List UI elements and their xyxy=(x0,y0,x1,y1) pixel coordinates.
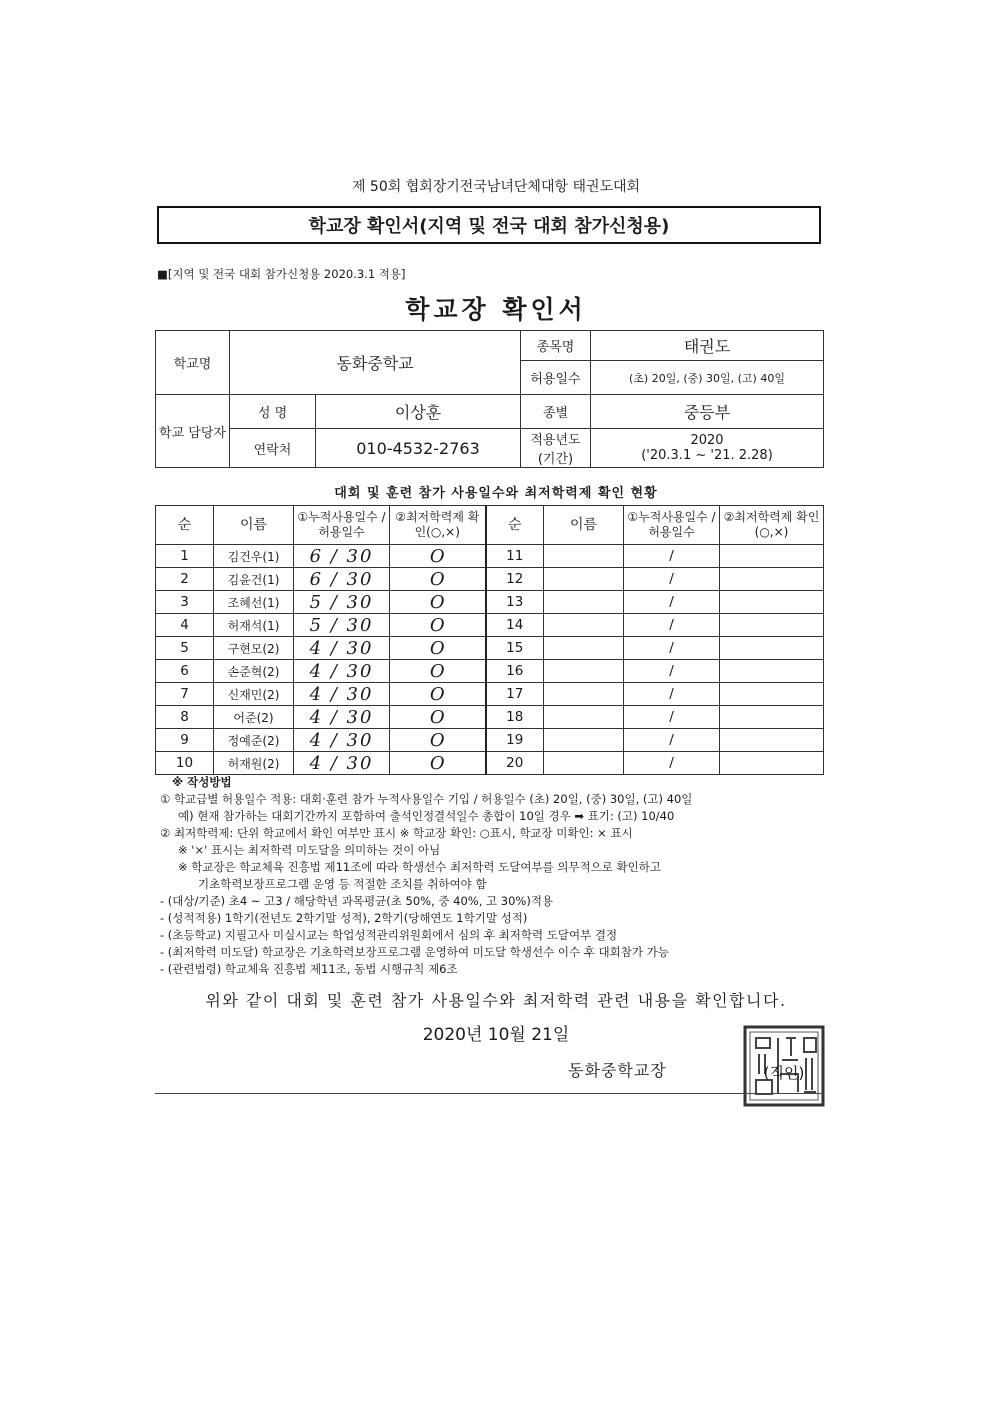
name-label: 성 명 xyxy=(230,395,316,429)
row-days: 4 / 30 xyxy=(294,683,390,706)
staff-name: 이상훈 xyxy=(316,395,521,429)
instruction-1: ① 학교급별 허용일수 적용: 대회·훈련 참가 누적사용일수 기입 / 허용일수 (초) 20일, (중) 30일, (고) 40일 xyxy=(160,792,693,806)
row-name xyxy=(544,545,624,568)
row-check: O xyxy=(390,683,486,706)
row-days: 4 / 30 xyxy=(294,706,390,729)
row-name xyxy=(544,729,624,752)
row-no: 11 xyxy=(486,545,544,568)
row-no: 18 xyxy=(486,706,544,729)
row-check xyxy=(720,752,824,775)
table-row xyxy=(156,752,824,775)
seal-label: (직인) xyxy=(763,1064,805,1082)
row-days: 5 / 30 xyxy=(294,591,390,614)
staff-label: 학교 담당자 xyxy=(156,395,230,468)
row-name xyxy=(544,706,624,729)
row-days: / xyxy=(624,591,720,614)
detail-grades: - (성적적용) 1학기(전년도 2학기말 성적), 2학기(당해연도 1학기말 성적) xyxy=(160,911,528,925)
period-year: 2020 xyxy=(690,433,724,448)
row-no: 15 xyxy=(486,637,544,660)
document-title: 학교장 확인서(지역 및 전국 대회 참가신청용) xyxy=(308,216,670,237)
row-no: 17 xyxy=(486,683,544,706)
row-days: / xyxy=(624,545,720,568)
row-no: 3 xyxy=(156,591,214,614)
row-no: 14 xyxy=(486,614,544,637)
status-table xyxy=(155,505,824,775)
row-check xyxy=(720,660,824,683)
row-days: 6 / 30 xyxy=(294,568,390,591)
row-name: 구현모(2) xyxy=(214,637,294,660)
row-check: O xyxy=(390,752,486,775)
row-days: / xyxy=(624,660,720,683)
period-value xyxy=(591,429,824,468)
row-no: 4 xyxy=(156,614,214,637)
row-name xyxy=(544,568,624,591)
instructions-title: ※ 작성방법 xyxy=(172,775,232,789)
table-row xyxy=(156,545,824,568)
event-title: 제 50회 협회장기전국남녀단체대항 태권도대회 xyxy=(351,179,641,195)
instruction-2-note-a: ※ '×' 표시는 최저학력 미도달을 의미하는 것이 아님 xyxy=(178,843,441,857)
instruction-2-note-c: 기초학력보장프로그램 운영 등 적절한 조치를 취하여야 함 xyxy=(198,877,487,891)
document-title-box xyxy=(157,206,821,244)
row-days: 4 / 30 xyxy=(294,729,390,752)
row-days: 4 / 30 xyxy=(294,660,390,683)
row-name xyxy=(544,752,624,775)
row-check: O xyxy=(390,660,486,683)
instruction-2: ② 최저학력제: 단위 학교에서 확인 여부만 표시 ※ 학교장 확인: ○표시, 학교장 미확인: × 표시 xyxy=(160,826,633,840)
status-heading: 대회 및 훈련 참가 사용일수와 최저학력제 확인 현황 xyxy=(334,486,658,501)
row-check: O xyxy=(390,729,486,752)
table-row xyxy=(156,706,824,729)
table-row xyxy=(156,660,824,683)
allowed-days-label: 허용일수 xyxy=(521,361,591,395)
bottom-divider xyxy=(155,1093,823,1094)
row-days: 4 / 30 xyxy=(294,637,390,660)
detail-target: - (대상/기준) 초4 ~ 고3 / 해당학년 과목평균(초 50%, 중 40%, 고 30%)적용 xyxy=(160,894,554,908)
table-row xyxy=(156,568,824,591)
col-header-name: 이름 xyxy=(544,506,624,545)
col-header-no: 순 xyxy=(156,506,214,545)
table-row xyxy=(156,683,824,706)
row-name: 김건우(1) xyxy=(214,545,294,568)
row-check xyxy=(720,591,824,614)
official-seal xyxy=(742,1024,826,1108)
contact-label: 연락처 xyxy=(230,429,316,468)
row-no: 12 xyxy=(486,568,544,591)
row-no: 20 xyxy=(486,752,544,775)
row-name: 김윤건(1) xyxy=(214,568,294,591)
category-label: 종별 xyxy=(521,395,591,429)
detail-unmet: - (최저학력 미도달) 학교장은 기초학력보장프로그램 운영하여 미도달 학생선수 이수 후 대회참가 가능 xyxy=(160,945,669,959)
school-name: 동화중학교 xyxy=(230,331,521,395)
table-row xyxy=(156,591,824,614)
row-check: O xyxy=(390,706,486,729)
row-days: 4 / 30 xyxy=(294,752,390,775)
row-days: / xyxy=(624,729,720,752)
instruction-2-note-b: ※ 학교장은 학교체육 진흥법 제11조에 따라 학생선수 최저학력 도달여부를 의무적으로 확인하고 xyxy=(178,860,661,874)
page-title: 학교장 확인서 xyxy=(405,295,587,324)
row-check xyxy=(720,729,824,752)
col-header-name: 이름 xyxy=(214,506,294,545)
row-check xyxy=(720,545,824,568)
school-label: 학교명 xyxy=(156,331,230,395)
school-info-table xyxy=(155,330,824,468)
sport-value: 태권도 xyxy=(591,331,824,361)
allowed-days-value: (초) 20일, (중) 30일, (고) 40일 xyxy=(591,361,824,395)
row-name: 허재원(2) xyxy=(214,752,294,775)
row-days: / xyxy=(624,614,720,637)
row-no: 9 xyxy=(156,729,214,752)
category-value: 중등부 xyxy=(591,395,824,429)
applicability-note: ■[지역 및 전국 대회 참가신청용 2020.3.1 적용] xyxy=(157,267,406,281)
row-no: 16 xyxy=(486,660,544,683)
row-check xyxy=(720,683,824,706)
instructions xyxy=(160,774,830,978)
row-no: 2 xyxy=(156,568,214,591)
row-days: / xyxy=(624,568,720,591)
row-no: 7 xyxy=(156,683,214,706)
row-days: / xyxy=(624,637,720,660)
row-name: 신재민(2) xyxy=(214,683,294,706)
principal-signature: 동화중학교장 xyxy=(568,1061,667,1080)
row-check: O xyxy=(390,591,486,614)
confirmation-text: 위와 같이 대회 및 훈련 참가 사용일수와 최저학력 관련 내용을 확인합니다. xyxy=(205,991,787,1010)
row-name: 허재석(1) xyxy=(214,614,294,637)
col-header-days: ①누적사용일수 /허용일수 xyxy=(624,506,720,545)
period-label: 적용년도 (기간) xyxy=(521,429,591,468)
detail-law: - (관련법령) 학교체육 진흥법 제11조, 동법 시행규칙 제6조 xyxy=(160,962,458,976)
row-days: / xyxy=(624,683,720,706)
row-days: 6 / 30 xyxy=(294,545,390,568)
row-no: 1 xyxy=(156,545,214,568)
row-no: 8 xyxy=(156,706,214,729)
row-days: 5 / 30 xyxy=(294,614,390,637)
row-days: / xyxy=(624,752,720,775)
row-name: 어준(2) xyxy=(214,706,294,729)
table-row xyxy=(156,729,824,752)
row-check: O xyxy=(390,637,486,660)
contact-value: 010-4532-2763 xyxy=(316,429,521,468)
row-check xyxy=(720,637,824,660)
row-check: O xyxy=(390,545,486,568)
row-check: O xyxy=(390,568,486,591)
row-name: 손준혁(2) xyxy=(214,660,294,683)
row-name: 조혜선(1) xyxy=(214,591,294,614)
row-days: / xyxy=(624,706,720,729)
row-no: 6 xyxy=(156,660,214,683)
sign-date: 2020년 10월 21일 xyxy=(422,1025,570,1045)
col-header-no: 순 xyxy=(486,506,544,545)
row-check xyxy=(720,614,824,637)
row-name xyxy=(544,660,624,683)
row-no: 13 xyxy=(486,591,544,614)
row-no: 19 xyxy=(486,729,544,752)
row-check xyxy=(720,568,824,591)
table-row xyxy=(156,637,824,660)
sport-label: 종목명 xyxy=(521,331,591,361)
row-check xyxy=(720,706,824,729)
row-name xyxy=(544,614,624,637)
col-header-check: ②최저학력제 확인(○,×) xyxy=(390,506,486,545)
row-name xyxy=(544,591,624,614)
row-no: 5 xyxy=(156,637,214,660)
row-name xyxy=(544,637,624,660)
period-range: ('20.3.1 ~ '21. 2.28) xyxy=(641,448,773,463)
row-name xyxy=(544,683,624,706)
col-header-days: ①누적사용일수 /허용일수 xyxy=(294,506,390,545)
row-check: O xyxy=(390,614,486,637)
table-row xyxy=(156,614,824,637)
row-name: 정예준(2) xyxy=(214,729,294,752)
row-no: 10 xyxy=(156,752,214,775)
detail-elementary: - (초등학교) 지필고사 미실시교는 학업성적관리위원회에서 심의 후 최저학력 도달여부 결정 xyxy=(160,928,618,942)
instruction-1-example: 예) 현재 참가하는 대회기간까지 포함하여 출석인정결석일수 총합이 10일 경우 ➡ 표기: (고) 10/40 xyxy=(178,809,675,823)
col-header-check: ②최저학력제 확인(○,×) xyxy=(720,506,824,545)
